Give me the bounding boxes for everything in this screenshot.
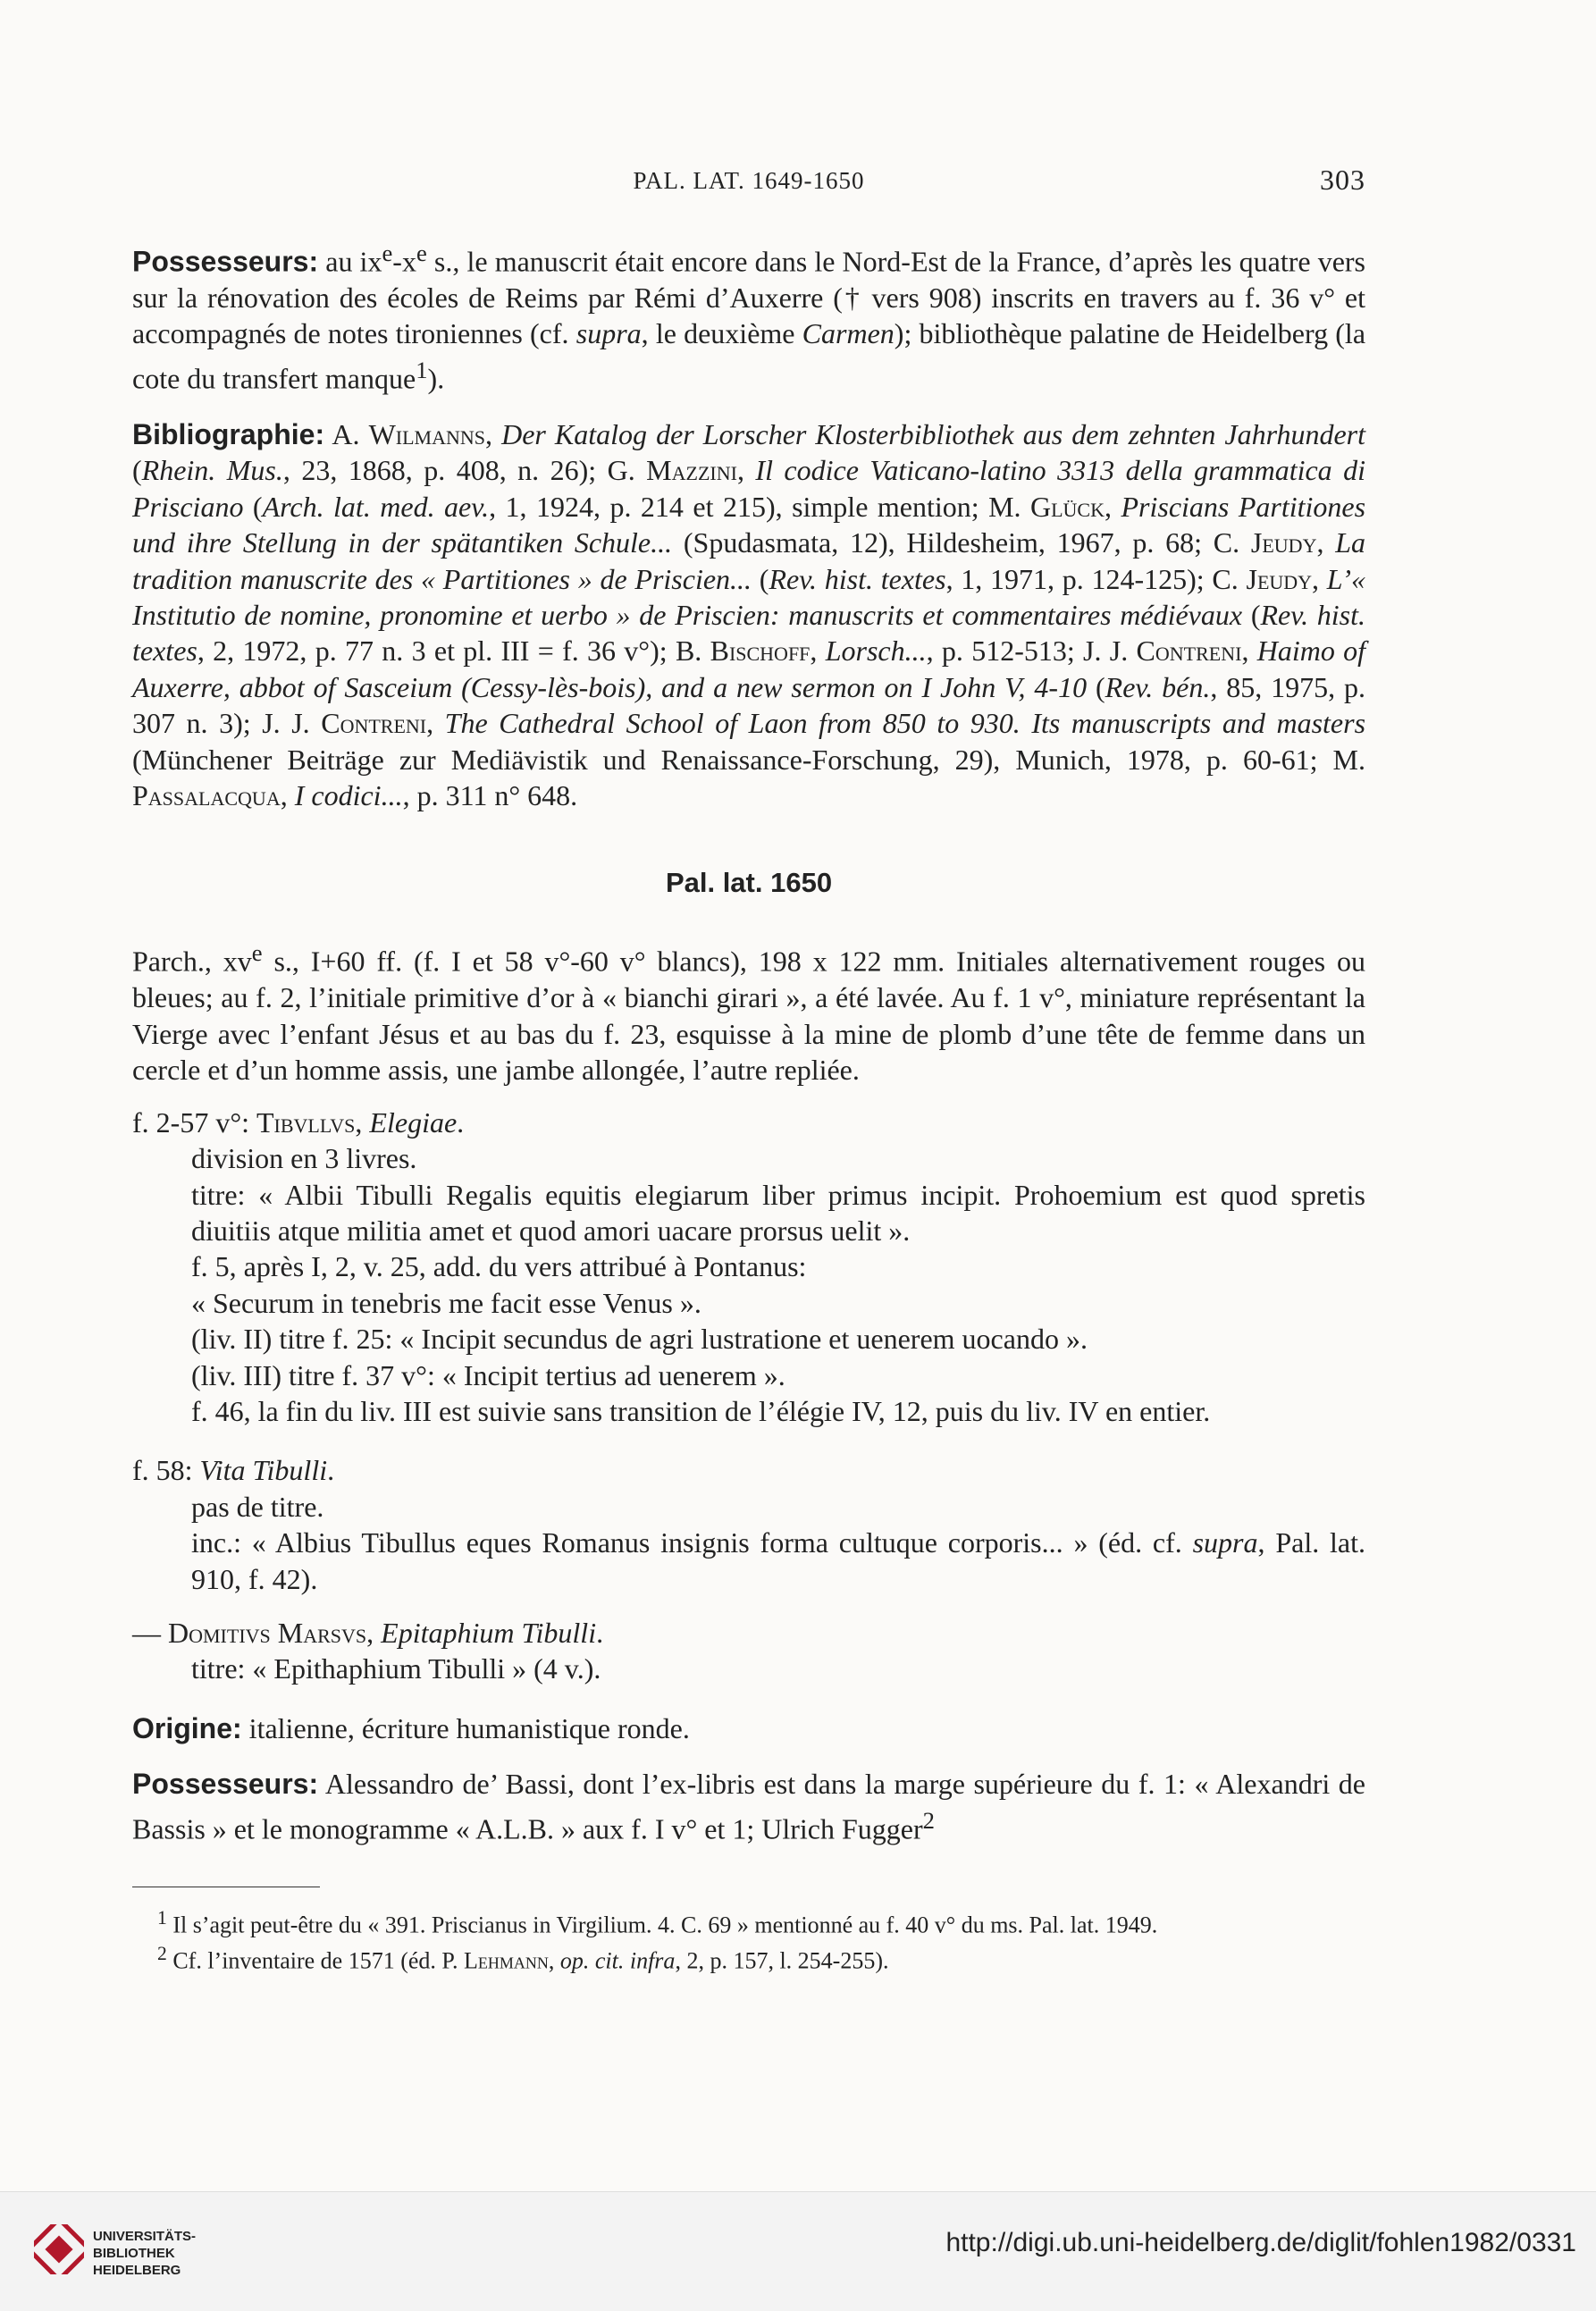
text-run: inc.: « Albius Tibullus eques Romanus insignis forma cultuque corporis... » (éd. cf. — [191, 1526, 1193, 1559]
running-head — [132, 156, 1365, 210]
text-run: , — [736, 454, 756, 487]
origine-paragraph — [132, 1710, 1365, 1746]
text-run: , Pal. lat. 910, f. 42). — [191, 1526, 1365, 1595]
work-title: Vita Tibulli — [199, 1454, 328, 1487]
entry-vita-tibulli — [132, 1452, 1365, 1597]
footnote-ref: 2 — [922, 1806, 935, 1834]
text-run: , — [280, 779, 295, 811]
footnote-text: , — [548, 1947, 560, 1974]
text-run: ( — [243, 490, 263, 523]
text-run: A. — [324, 417, 369, 450]
detail-line: titre: « Epithaphium Tibulli » (4 v.). — [191, 1652, 601, 1685]
detail-line: f. 46, la fin du liv. III est suivie sans transition de l’élégie IV, 12, puis du liv. IV en entier. — [191, 1394, 1211, 1427]
title-run: The Cathedral School of Laon from 850 to 930. Its manuscripts and masters — [444, 707, 1366, 740]
entry-details — [132, 1140, 1365, 1429]
title-run: Arch. lat. med. aev. — [262, 490, 490, 523]
text-run: ( — [1087, 670, 1105, 703]
folio-ref: f. 58: — [132, 1454, 200, 1487]
title-run: Il codice Vaticano-latino 3313 della grammatica di Prisciano — [132, 454, 1366, 523]
title-run: Der Katalog der Lorscher Klosterbibliothek aus dem zehnten Jahrhundert — [501, 417, 1366, 450]
detail-line: (liv. III) titre f. 37 v°: « Incipit tertius ad uenerem ». — [191, 1358, 785, 1391]
detail-line: « Securum in tenebris me facit esse Venus ». — [191, 1286, 701, 1319]
author-name: Tibvllvs — [256, 1105, 356, 1139]
text-run: s., le manuscrit était encore dans le Nord-Est de la France, d’après les quatre vers sur la rénovation des écoles de Reims par Rémi d’Auxerre († vers 908) inscrits en travers au f. 36 v° et accompagnés de notes tironiennes (cf. — [132, 245, 1366, 350]
text-run: , p. 311 n° 648. — [402, 779, 578, 811]
detail-line: titre: « Albii Tibulli Regalis equitis elegiarum liber primus incipit. Prohoemium est quod spretis diuitiis atque militia amet et quod amori uacare prorsus uelit ». — [191, 1178, 1365, 1247]
document-page — [132, 156, 1365, 1976]
author-name: Jeudy — [1250, 526, 1317, 559]
text-run: ( — [752, 562, 769, 595]
text-run: , — [426, 707, 445, 740]
title-run: I codici... — [294, 779, 403, 811]
folio-ref: f. 2-57 v°: — [132, 1105, 256, 1139]
title-run: L’« Institutio de nomine, pronomine et uerbo » de Priscien: manuscrits et commentaires médiévaux — [132, 562, 1366, 631]
text-run: . — [327, 1454, 335, 1487]
footnote-ref: 1 — [416, 356, 428, 383]
footnote-text: Cf. l’inventaire de 1571 (éd. P. — [166, 1947, 464, 1974]
text-run: (Spudasmata, 12), Hildesheim, 1967, p. 68; C. — [672, 526, 1251, 559]
text-run: (Münchener Beiträge zur Mediävistik und Renaissance-Forschung, 29), Munich, 1978, p. 60-61; M. — [132, 743, 1365, 776]
footnote-1 — [132, 1903, 1365, 1940]
text-run: . — [596, 1616, 604, 1649]
bibliographie-paragraph — [132, 416, 1365, 813]
text-run: ( — [1242, 598, 1261, 631]
entry-heading — [132, 1105, 1365, 1140]
title-run: Lorsch... — [825, 634, 927, 668]
title-run: Rhein. Mus. — [141, 454, 283, 487]
footnote-text: , 2, p. 157, l. 254-255). — [675, 1947, 889, 1974]
text-run: , 1, 1971, p. 124-125); C. — [945, 562, 1247, 595]
text-run: , p. 512-513; J. J. — [926, 634, 1137, 668]
entry-details — [132, 1489, 1365, 1597]
footnote-marker: 1 — [157, 1906, 167, 1929]
text-run: , — [1312, 562, 1327, 595]
running-title: PAL. LAT. 1649-1650 — [633, 167, 865, 194]
superscript: e — [251, 939, 263, 967]
text-run: au ix — [318, 245, 382, 278]
possesseurs-paragraph-1649 — [132, 235, 1365, 397]
text-run: , — [1316, 526, 1336, 559]
text-run: s., I+60 ff. (f. I et 58 v°-60 v° blancs), 198 x 122 mm. Initiales alternativement rouges ou bleues; au f. 2, l’initiale primitive d’or à « bianchi girari », a été lavée. Au f. 1 v°, miniature représentant la Vierge avec l’enfant Jésus et au bas du f. 23, esquisse à la mine de plomb d’une tête de femme dans un cercle et d’un homme assis, une jambe allongée, l’autre repliée. — [132, 945, 1366, 1087]
footnote-marker: 2 — [157, 1943, 167, 1965]
viewer-footer — [0, 2191, 1596, 2311]
author-name: Mazzini — [646, 454, 737, 487]
entry-heading — [132, 1452, 1365, 1488]
text-run: , 2, 1972, p. 77 n. 3 et pl. III = f. 36 v°); B. — [197, 634, 710, 668]
library-logo-text — [93, 2228, 196, 2279]
work-title: Elegiae — [369, 1105, 458, 1139]
footnote-marker-wrap — [132, 1939, 167, 1976]
description-paragraph — [132, 935, 1365, 1088]
possesseurs-label: Possesseurs: — [132, 1768, 319, 1801]
detail-line: f. 5, après I, 2, v. 25, add. du vers attribué à Pontanus: — [191, 1250, 807, 1283]
superscript: e — [382, 240, 393, 266]
possesseurs-paragraph-1650 — [132, 1766, 1365, 1846]
text-run: , — [810, 634, 826, 668]
author-name: Jeudy — [1246, 562, 1313, 595]
title-run: La tradition manuscrite des « Partitiones » de Priscien... — [132, 526, 1366, 595]
title-run: Rev. hist. textes — [132, 598, 1366, 668]
text-run: , le deuxième — [641, 317, 802, 350]
text-run: -x — [392, 245, 416, 278]
work-title: Epitaphium Tibulli — [381, 1616, 597, 1649]
text-run: . — [457, 1105, 465, 1139]
library-logo-icon — [34, 2224, 84, 2274]
author-name: Wilmanns — [368, 417, 486, 450]
logo-line: UNIVERSITÄTS- — [93, 2229, 197, 2244]
author-name: Glück — [1030, 490, 1105, 523]
text-run: , — [355, 1105, 370, 1139]
footnote-text: Il s’agit peut-être du « 391. Priscianus in Virgilium. 4. C. 69 » mentionné au f. 40 v° du ms. Pal. lat. 1949. — [166, 1912, 1158, 1938]
text-run: Alessandro de’ Bassi, dont l’ex-libris est dans la marge supérieure du f. 1: « Alexandri de Bassis » et le monogramme « A.L.B. » aux f. I v° et 1; Ulrich Fugger — [132, 1768, 1365, 1845]
text-run: , 85, 1975, p. 307 n. 3); J. J. — [132, 670, 1366, 740]
title-run: Priscians Partitiones und ihre Stellung in der spätantiken Schule... — [132, 490, 1366, 559]
possesseurs-label: Possesseurs: — [132, 245, 319, 278]
italic-run: Carmen — [802, 317, 895, 350]
author-name: Domitivs Marsvs — [168, 1616, 367, 1649]
text-run: , — [1241, 634, 1257, 668]
detail-line: pas de titre. — [191, 1490, 324, 1523]
italic-run: op. cit. infra — [559, 1947, 676, 1974]
text-run: ); bibliothèque palatine de Heidelberg (la cote du transfert manque — [132, 317, 1366, 395]
text-run: , — [485, 417, 502, 450]
entry-domitius-marsus — [132, 1615, 1365, 1687]
detail-line — [191, 1525, 1365, 1597]
origine-label: Origine: — [132, 1711, 242, 1744]
title-run: Rev. hist. textes — [769, 562, 946, 595]
detail-line: (liv. II) titre f. 25: « Incipit secundus de agri lustratione et uenerem uocando ». — [191, 1323, 1088, 1356]
logo-line: BIBLIOTHEK — [93, 2246, 175, 2261]
author-name: Lehmann — [463, 1947, 549, 1974]
text-run: , 1, 1924, p. 214 et 215), simple mention; M. — [489, 490, 1030, 523]
title-run: Haimo of Auxerre, abbot of Sasceium (Cessy-lès-bois), and a new sermon on I John V, 4-10 — [132, 634, 1366, 703]
text-run: , — [366, 1616, 382, 1649]
bibliographie-label: Bibliographie: — [132, 417, 325, 450]
entry-details — [132, 1651, 1365, 1686]
dash: — — [132, 1616, 168, 1649]
entry-heading — [132, 1615, 1365, 1651]
text-run: Parch., xv — [132, 945, 252, 979]
permalink-url[interactable]: http://digi.ub.uni-heidelberg.de/diglit/fohlen1982/0331 — [945, 2228, 1576, 2257]
detail-line: division en 3 livres. — [191, 1142, 417, 1175]
italic-run: supra — [575, 317, 642, 350]
page-number: 303 — [1320, 164, 1365, 196]
author-name: Bischoff — [710, 634, 811, 668]
italic-run: supra — [1192, 1526, 1258, 1559]
text-run: ( — [132, 454, 142, 487]
entry-tibullus-elegiae — [132, 1105, 1365, 1430]
logo-line: HEIDELBERG — [93, 2263, 181, 2278]
text-run: ). — [427, 362, 445, 395]
author-name: Passalacqua — [132, 779, 281, 811]
footnote-2 — [132, 1939, 1365, 1976]
title-run: Rev. bén. — [1105, 670, 1211, 703]
text-run: , — [1105, 490, 1121, 523]
footnote-marker-wrap — [132, 1903, 167, 1940]
author-name: Contreni — [321, 707, 427, 740]
text-run: , 23, 1868, p. 408, n. 26); G. — [282, 454, 647, 487]
author-name: Contreni — [1136, 634, 1242, 668]
superscript: e — [416, 240, 427, 266]
text-run: italienne, écriture humanistique ronde. — [241, 1711, 690, 1744]
section-heading: Pal. lat. 1650 — [665, 867, 833, 899]
